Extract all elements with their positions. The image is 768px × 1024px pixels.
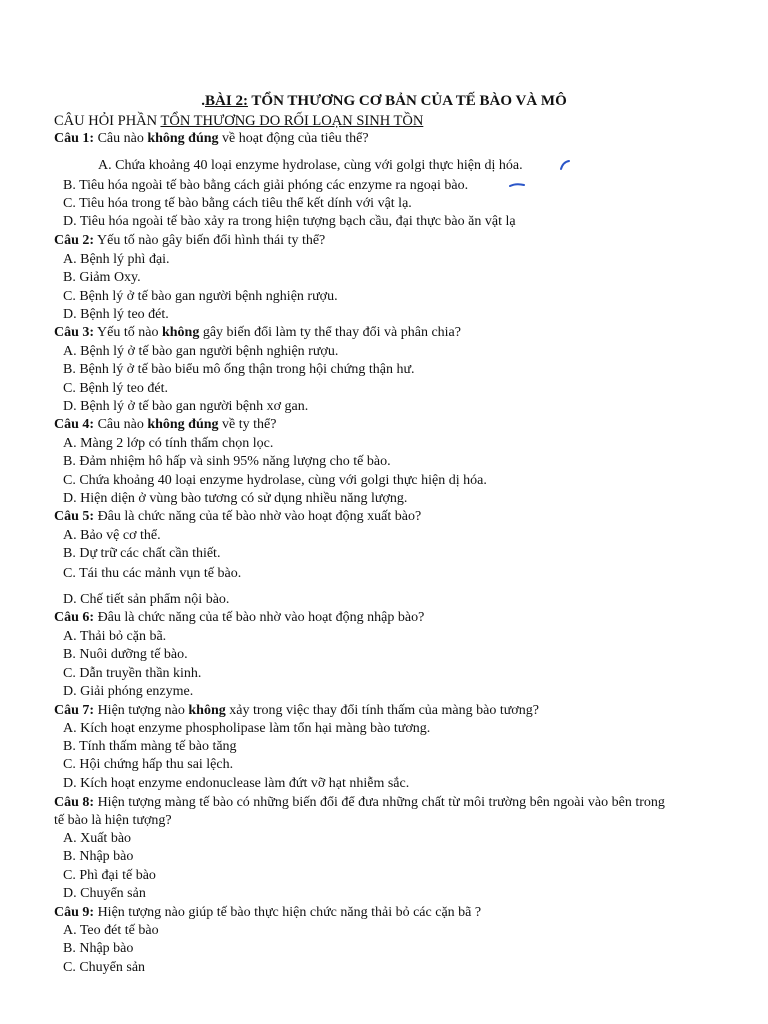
question-label: Câu 5: bbox=[54, 509, 95, 524]
question-label: Câu 3: bbox=[54, 325, 95, 340]
question-2-option-a: A. Bệnh lý phì đại. bbox=[63, 252, 170, 267]
question-label: Câu 4: bbox=[54, 417, 95, 432]
question-7-option-d: D. Kích hoạt enzyme endonuclease làm đứt vỡ hạt nhiễm sắc. bbox=[63, 776, 410, 791]
question-8-option-d: D. Chuyển sản bbox=[63, 886, 146, 901]
question-6-option-b: B. Nuôi dưỡng tế bào. bbox=[63, 647, 188, 662]
question-label: Câu 2: bbox=[54, 233, 95, 248]
question-label: Câu 8: bbox=[54, 795, 95, 810]
question-6-option-a: A. Thải bỏ cặn bã. bbox=[63, 629, 167, 644]
question-3-option-c: C. Bệnh lý teo đét. bbox=[63, 381, 168, 396]
question-2-option-c: C. Bệnh lý ở tế bào gan người bệnh nghiện rượu. bbox=[63, 289, 338, 304]
question-5-option-c: C. Tái thu các mảnh vụn tế bào. bbox=[63, 566, 242, 581]
question-8: Câu 8: Hiện tượng màng tế bào có những biến đổi để đưa những chất từ môi trường bên ngoài vào bên trong bbox=[54, 795, 665, 810]
pen-check-mark-icon bbox=[558, 159, 572, 173]
question-3: Câu 3: Yếu tố nào không gây biến đổi làm ty thể thay đổi và phân chia? bbox=[54, 325, 461, 340]
question-3-option-b: B. Bệnh lý ở tế bào biểu mô ống thận trong hội chứng thận hư. bbox=[63, 362, 415, 377]
question-label: Câu 7: bbox=[54, 703, 95, 718]
question-9-option-b: B. Nhập bào bbox=[63, 941, 134, 956]
question-1: Câu 1: Câu nào không đúng về hoạt động của tiêu thể? bbox=[54, 131, 369, 146]
question-6: Câu 6: Đâu là chức năng của tế bào nhờ vào hoạt động nhập bào? bbox=[54, 610, 425, 625]
subtitle-lead: CÂU HỎI PHẦN bbox=[54, 113, 161, 129]
question-6-option-d: D. Giải phóng enzyme. bbox=[63, 684, 194, 699]
question-5-option-d: D. Chế tiết sản phẩm nội bào. bbox=[63, 592, 230, 607]
question-8-option-b: B. Nhập bào bbox=[63, 849, 134, 864]
section-subtitle bbox=[54, 112, 423, 130]
question-9-option-a: A. Teo đét tế bào bbox=[63, 923, 159, 938]
question-4-option-c: C. Chứa khoảng 40 loại enzyme hydrolase, cùng với golgi thực hiện dị hóa. bbox=[63, 473, 487, 488]
pen-dash-mark-icon bbox=[508, 180, 526, 190]
question-3-option-a: A. Bệnh lý ở tế bào gan người bệnh nghiện rượu. bbox=[63, 344, 339, 359]
question-5-option-a: A. Bảo vệ cơ thể. bbox=[63, 528, 161, 543]
question-1-option-b: B. Tiêu hóa ngoài tế bào bằng cách giải phóng các enzyme ra ngoại bào. bbox=[63, 178, 469, 193]
question-6-option-c: C. Dẫn truyền thần kinh. bbox=[63, 666, 202, 681]
question-9-option-c: C. Chuyển sản bbox=[63, 960, 146, 975]
question-1-option-a: A. Chứa khoảng 40 loại enzyme hydrolase, cùng với golgi thực hiện dị hóa. bbox=[98, 158, 523, 173]
question-2: Câu 2: Yếu tố nào gây biến đổi hình thái ty thể? bbox=[54, 233, 326, 248]
title-text: TỔN THƯƠNG CƠ BẢN CỦA TẾ BÀO VÀ MÔ bbox=[247, 93, 567, 109]
page-title bbox=[0, 92, 768, 110]
question-8-continuation: tế bào là hiện tượng? bbox=[54, 813, 172, 828]
question-4: Câu 4: Câu nào không đúng về ty thể? bbox=[54, 417, 277, 432]
subtitle-underlined: TỔN THƯƠNG DO RỐI LOẠN SINH TỒN bbox=[160, 113, 424, 129]
question-9: Câu 9: Hiện tượng nào giúp tế bào thực hiện chức năng thải bỏ các cặn bã ? bbox=[54, 905, 482, 920]
question-7: Câu 7: Hiện tượng nào không xảy trong việc thay đổi tính thấm của màng bào tương? bbox=[54, 703, 539, 718]
question-label: Câu 9: bbox=[54, 905, 95, 920]
question-1-option-c: C. Tiêu hóa trong tế bào bằng cách tiêu thể kết dính với vật lạ. bbox=[63, 196, 412, 211]
question-2-option-b: B. Giảm Oxy. bbox=[63, 270, 141, 285]
question-7-option-b: B. Tính thấm màng tế bào tăng bbox=[63, 739, 237, 754]
question-5: Câu 5: Đâu là chức năng của tế bào nhờ vào hoạt động xuất bào? bbox=[54, 509, 422, 524]
question-7-option-c: C. Hội chứng hấp thu sai lệch. bbox=[63, 757, 234, 772]
title-prefix: . bbox=[201, 93, 206, 109]
question-8-option-c: C. Phì đại tế bào bbox=[63, 868, 156, 883]
question-2-option-d: D. Bệnh lý teo đét. bbox=[63, 307, 169, 322]
title-number: BÀI 2: bbox=[205, 93, 248, 109]
question-3-option-d: D. Bệnh lý ở tế bào gan người bệnh xơ gan. bbox=[63, 399, 309, 414]
question-4-option-b: B. Đảm nhiệm hô hấp và sinh 95% năng lượng cho tế bào. bbox=[63, 454, 391, 469]
question-7-option-a: A. Kích hoạt enzyme phospholipase làm tổn hại màng bào tương. bbox=[63, 721, 431, 736]
question-1-option-d: D. Tiêu hóa ngoài tế bào xảy ra trong hiện tượng bạch cầu, đại thực bào ăn vật lạ bbox=[63, 214, 516, 229]
question-label: Câu 1: bbox=[54, 131, 95, 146]
question-4-option-a: A. Màng 2 lớp có tính thấm chọn lọc. bbox=[63, 436, 274, 451]
question-5-option-b: B. Dự trữ các chất cần thiết. bbox=[63, 546, 221, 561]
question-4-option-d: D. Hiện diện ở vùng bào tương có sử dụng nhiều năng lượng. bbox=[63, 491, 408, 506]
question-label: Câu 6: bbox=[54, 610, 95, 625]
question-8-option-a: A. Xuất bào bbox=[63, 831, 132, 846]
